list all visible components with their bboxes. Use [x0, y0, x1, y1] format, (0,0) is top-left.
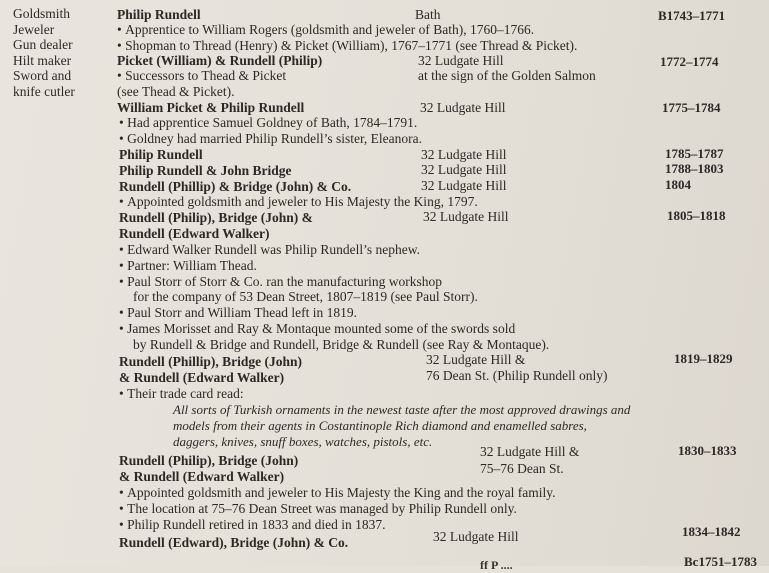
- entry-dates: 1830–1833: [678, 443, 737, 458]
- entry-address: 32 Ludgate Hill: [421, 178, 507, 193]
- entry-note: • Appointed goldsmith and jeweler to His Majesty the King, 1797.: [119, 194, 478, 210]
- trade-item: Goldsmith: [13, 6, 71, 21]
- entry-note: • The location at 75–76 Dean Street was managed by Philip Rundell only.: [119, 501, 517, 517]
- entry-note: • Paul Storr of Storr & Co. ran the manufacturing workshop: [119, 274, 442, 290]
- trade-item: Sword and: [13, 68, 72, 84]
- entry-name: & Rundell (Edward Walker): [119, 370, 285, 385]
- entry-dates: 1819–1829: [674, 351, 733, 366]
- entry-name: Rundell (Edward Walker): [119, 226, 270, 241]
- entry-dates: 1788–1803: [665, 161, 724, 176]
- entry-address: 32 Ludgate Hill: [418, 53, 504, 68]
- entry-address: 32 Ludgate Hill: [421, 162, 507, 177]
- entry-dates: 1785–1787: [665, 146, 724, 161]
- trade-item: Gun dealer: [13, 37, 73, 53]
- entry-note: (see Thead & Picket).: [117, 84, 235, 99]
- entry-dates: B1743–1771: [658, 8, 726, 23]
- entry-note: • Had apprentice Samuel Goldney of Bath, 1784–1791.: [119, 115, 417, 131]
- entry-name: & Rundell (Edward Walker): [119, 469, 285, 484]
- entry-name: Rundell (Philip), Bridge (John) &: [119, 210, 313, 225]
- entry-address: 32 Ludgate Hill: [420, 100, 506, 115]
- entry-note: by Rundell & Bridge and Rundell, Bridge & Rundell (see Ray & Montaque).: [133, 337, 550, 352]
- entry-address: 75–76 Dean St.: [480, 461, 564, 476]
- entry-name: Philip Rundell & John Bridge: [119, 163, 292, 178]
- entry-address: 32 Ludgate Hill: [423, 209, 509, 224]
- entry-dates: 1804: [665, 177, 691, 192]
- entry-address: at the sign of the Golden Salmon: [418, 68, 596, 83]
- entry-dates: 1775–1784: [662, 100, 721, 115]
- cut-off-text: ff P ....: [480, 558, 513, 572]
- trade-card-quote: All sorts of Turkish ornaments in the newest taste after the most approved drawings and: [173, 402, 631, 417]
- entry-note: • Shopman to Thread (Henry) & Picket (William), 1767–1771 (see Thread & Picket).: [117, 38, 577, 54]
- entry-name: Philip Rundell: [119, 147, 203, 162]
- entry-name: Rundell (Phillip) & Bridge (John) & Co.: [119, 179, 352, 194]
- entry-name: Philip Rundell: [117, 7, 201, 22]
- trade-item: Jeweler: [13, 21, 55, 37]
- entry-note: • Goldney had married Philip Rundell’s sister, Eleanora.: [119, 131, 422, 147]
- entry-dates: 1834–1842: [682, 524, 741, 539]
- entry-address: 32 Ludgate Hill: [433, 529, 519, 544]
- entry-name: Picket (William) & Rundell (Philip): [117, 53, 323, 68]
- entry-note: • Successors to Thead & Picket: [117, 68, 286, 84]
- entry-address: 32 Ludgate Hill: [421, 147, 507, 162]
- entry-dates: 1772–1774: [660, 54, 719, 69]
- entry-note: • Partner: William Thead.: [119, 258, 257, 274]
- entry-name: Rundell (Edward), Bridge (John) & Co.: [119, 535, 349, 550]
- entry-name: Rundell (Phillip), Bridge (John): [119, 354, 303, 369]
- entry-note: for the company of 53 Dean Street, 1807–1819 (see Paul Storr).: [133, 289, 478, 304]
- entry-address: 76 Dean St. (Philip Rundell only): [426, 368, 608, 383]
- entry-note: • Apprentice to William Rogers (goldsmith and jeweler of Bath), 1760–1766.: [117, 22, 534, 38]
- trade-card-quote: daggers, knives, snuff boxes, watches, pistols, etc.: [173, 434, 433, 449]
- entry-name: William Picket & Philip Rundell: [117, 100, 305, 115]
- entry-note: • Philip Rundell retired in 1833 and died in 1837.: [119, 517, 385, 533]
- trade-card-quote: models from their agents in Costantinople Rich diamond and enamelled sabres,: [173, 418, 587, 433]
- entry-name: Rundell (Philip), Bridge (John): [119, 453, 299, 468]
- entry-note: • Paul Storr and William Thead left in 1819.: [119, 305, 357, 321]
- entry-dates: Bc1751–1783: [684, 554, 757, 569]
- entry-dates: 1805–1818: [667, 208, 726, 223]
- trade-item: knife cutler: [13, 83, 75, 99]
- entry-address: 32 Ludgate Hill &: [480, 444, 580, 459]
- trade-item: Hilt maker: [13, 52, 72, 68]
- entry-note: • Edward Walker Rundell was Philip Rundell’s nephew.: [119, 242, 420, 258]
- entry-note: • Their trade card read:: [119, 386, 244, 402]
- entry-note: • Appointed goldsmith and jeweler to His Majesty the King and the royal family.: [119, 485, 556, 501]
- entry-note: • James Morisset and Ray & Montaque mounted some of the swords sold: [119, 321, 515, 337]
- entry-address: 32 Ludgate Hill &: [426, 352, 526, 367]
- entry-address: Bath: [415, 7, 441, 22]
- trade-categories: [13, 6, 108, 100]
